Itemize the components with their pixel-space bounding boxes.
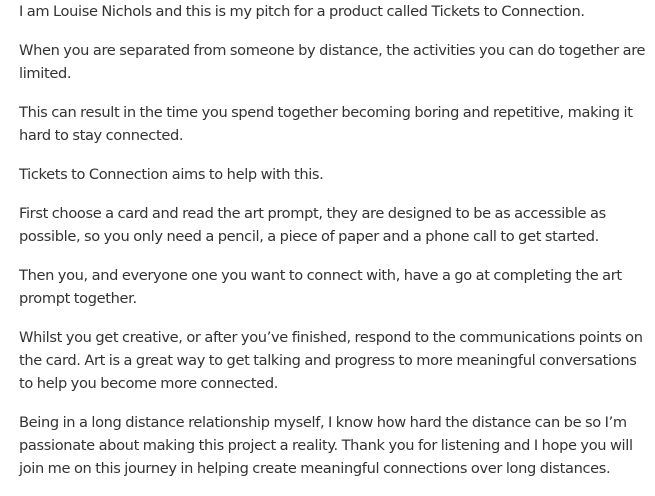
paragraph-step-one: First choose a card and read the art prompt, they are designed to be as accessible as possible, so you only need a pencil, a piece of paper and a phone call to get started. bbox=[19, 205, 606, 245]
paragraph-step-two: Then you, and everyone one you want to connect with, have a go at completing the art prompt together. bbox=[19, 267, 622, 307]
paragraph-closing: Being in a long distance relationship myself, I know how hard the distance can be so I’m passionate about making this project a reality. Thank you for listening and I hope you will join me on this journey in helping create meaningful connections over long distances. bbox=[19, 414, 633, 477]
paragraph-consequence: This can result in the time you spend together becoming boring and repetitive, making it hard to stay connected. bbox=[19, 104, 633, 144]
paragraph-intro: I am Louise Nichols and this is my pitch for a product called Tickets to Connection. bbox=[19, 3, 585, 20]
pitch-transcript bbox=[19, 0, 649, 496]
paragraph-problem: When you are separated from someone by distance, the activities you can do together are limited. bbox=[19, 42, 646, 82]
paragraph-aim: Tickets to Connection aims to help with this. bbox=[19, 166, 324, 183]
paragraph-step-three: Whilst you get creative, or after you’ve finished, respond to the communications points on the card. Art is a great way to get talking and progress to more meaningful conversations to help you become more connected. bbox=[19, 329, 643, 392]
